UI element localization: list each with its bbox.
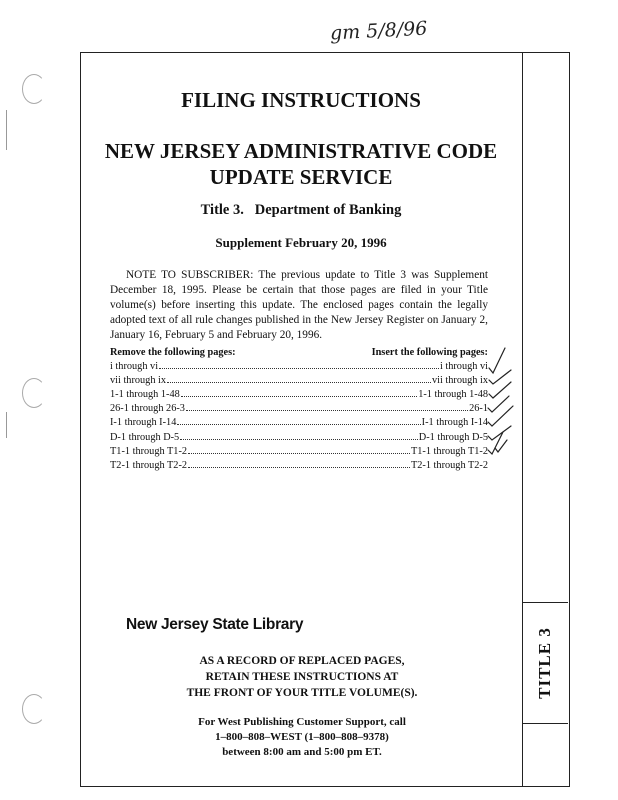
list-row bbox=[110, 445, 488, 459]
dot-leader bbox=[188, 467, 410, 468]
checkmark-icon bbox=[488, 432, 503, 454]
checkmark-icon bbox=[488, 406, 513, 426]
dot-leader bbox=[188, 453, 410, 454]
remove-range: I-1 through I-14 bbox=[110, 417, 177, 429]
insert-range: 26-1 bbox=[469, 403, 488, 415]
support-hours: between 8:00 am and 5:00 pm ET. bbox=[222, 746, 382, 758]
title-heading: Title 3. Department of Banking bbox=[200, 202, 402, 218]
list-row bbox=[110, 459, 488, 473]
record-notice-line: THE FRONT OF YOUR TITLE VOLUME(S). bbox=[186, 687, 418, 699]
checkmark-icon bbox=[489, 348, 505, 373]
list-row bbox=[110, 431, 488, 445]
list-row bbox=[110, 388, 488, 402]
list-row bbox=[110, 374, 488, 388]
record-notice bbox=[120, 653, 484, 701]
code-heading-line2: UPDATE SERVICE bbox=[209, 165, 393, 189]
punch-hole-top bbox=[22, 74, 46, 104]
record-notice-line: RETAIN THESE INSTRUCTIONS AT bbox=[205, 671, 399, 683]
subscriber-note bbox=[110, 268, 488, 343]
code-heading-line1: NEW JERSEY ADMINISTRATIVE CODE bbox=[104, 139, 498, 163]
list-row bbox=[110, 416, 488, 430]
handwritten-checkmarks bbox=[487, 344, 521, 474]
insert-range: T2-1 through T2-2 bbox=[410, 459, 488, 471]
supplement-heading: Supplement February 20, 1996 bbox=[215, 235, 387, 250]
customer-support bbox=[140, 715, 464, 760]
title-tab bbox=[522, 602, 568, 724]
code-heading bbox=[80, 138, 522, 190]
remove-header: Remove the following pages: bbox=[110, 347, 236, 358]
checkmark-icon bbox=[489, 382, 511, 398]
dot-leader bbox=[167, 382, 431, 383]
filing-instructions-heading: FILING INSTRUCTIONS bbox=[181, 88, 421, 112]
library-stamp: New Jersey State Library bbox=[126, 616, 304, 633]
insert-range: T1-1 through T1-2 bbox=[410, 445, 488, 457]
insert-range: 1-1 through 1-48 bbox=[418, 389, 488, 401]
insert-range: D-1 through D-5 bbox=[418, 431, 488, 443]
remove-range: i through vi bbox=[110, 361, 159, 373]
remove-range: vii through ix bbox=[110, 375, 167, 387]
punch-hole-middle bbox=[22, 378, 46, 408]
subscriber-note-text: NOTE TO SUBSCRIBER: The previous update to Title 3 was Supplement December 18, 1995. Please be certain that those pages are filed in your Title volume(s) before inserting this update. The enclosed pages contain the legally adopted text of all rule changes published in the New Jersey Register on January 2, January 16, February 5 and February 20, 1996. bbox=[110, 269, 488, 341]
pages-list bbox=[110, 346, 488, 473]
insert-range: I-1 through I-14 bbox=[421, 417, 488, 429]
remove-range: T1-1 through T1-2 bbox=[110, 445, 188, 457]
pages-list-header bbox=[110, 346, 488, 360]
remove-range: 26-1 through 26-3 bbox=[110, 403, 185, 415]
insert-range: vii through ix bbox=[431, 375, 488, 387]
checkmark-icon bbox=[495, 440, 507, 452]
record-notice-line: AS A RECORD OF REPLACED PAGES, bbox=[199, 655, 405, 667]
dot-leader bbox=[181, 396, 417, 397]
dot-leader bbox=[186, 410, 468, 411]
remove-range: T2-1 through T2-2 bbox=[110, 459, 188, 471]
title-tab-label: TITLE 3 bbox=[535, 627, 554, 699]
margin-mark bbox=[6, 412, 7, 438]
list-row bbox=[110, 360, 488, 374]
insert-range: i through vi bbox=[439, 361, 488, 373]
dot-leader bbox=[180, 439, 418, 440]
handwritten-note: gm 5/8/96 bbox=[329, 17, 428, 45]
insert-header: Insert the following pages: bbox=[371, 347, 488, 358]
support-line: For West Publishing Customer Support, call bbox=[198, 716, 406, 728]
remove-range: 1-1 through 1-48 bbox=[110, 389, 180, 401]
support-phone: 1–800–808–WEST (1–800–808–9378) bbox=[215, 731, 389, 743]
margin-mark bbox=[6, 110, 7, 150]
remove-range: D-1 through D-5 bbox=[110, 431, 180, 443]
dot-leader bbox=[177, 424, 420, 425]
dot-leader bbox=[159, 368, 439, 369]
punch-hole-bottom bbox=[22, 694, 46, 724]
list-row bbox=[110, 402, 488, 416]
checkmark-icon bbox=[488, 396, 509, 412]
